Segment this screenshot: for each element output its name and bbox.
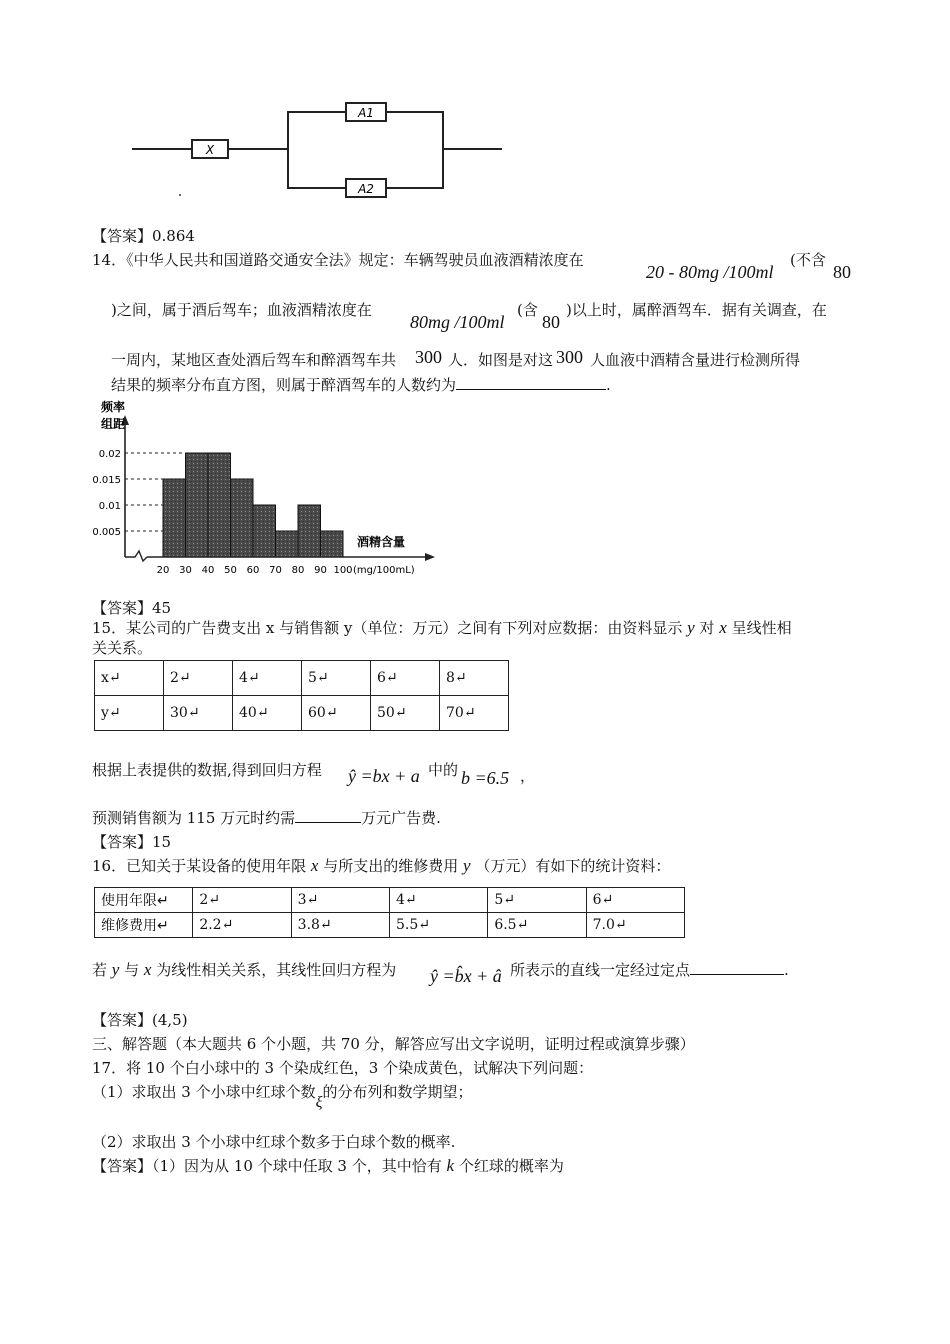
table-cell: 40↵ xyxy=(233,696,302,731)
q14-answer: 【答案】45 xyxy=(92,599,172,617)
histogram-chart xyxy=(85,395,470,585)
q15-line1 xyxy=(92,618,792,638)
q16-line1-b: 与所支出的维修费用 xyxy=(323,857,459,875)
q15-answer-blank xyxy=(295,808,361,823)
q14-num-80b: 80 xyxy=(542,312,560,332)
q14-line4 xyxy=(111,375,611,395)
q16-var-x: x xyxy=(310,856,319,875)
q14-line2b: (含 xyxy=(517,301,538,319)
table-cell: 6.5↵ xyxy=(488,913,586,938)
q16-question xyxy=(92,960,396,980)
q17-answer xyxy=(92,1156,564,1176)
q15-line1-c: 呈线性相 xyxy=(731,619,792,637)
y-label-top: 频率 xyxy=(101,400,126,414)
q15-reg-comma: ， xyxy=(520,767,536,785)
q16-answer: 【答案】(4,5) xyxy=(92,1011,188,1029)
table-cell: 50↵ xyxy=(371,696,440,731)
x-tick-label: 50 xyxy=(224,565,237,576)
section-3-title: 三、解答题（本大题共 6 个小题，共 70 分，解答应写出文字说明，证明过程或演算步骤） xyxy=(92,1035,695,1053)
table-row xyxy=(95,888,685,913)
table-cell: 5.5↵ xyxy=(389,913,487,938)
q15-predict-b: 万元广告费. xyxy=(361,809,441,827)
q16-q-x: x xyxy=(143,960,152,979)
q15-var-x: x xyxy=(719,618,727,637)
q15-predict xyxy=(92,808,441,828)
histogram-bar xyxy=(231,479,254,557)
table-cell: 维修费用↵ xyxy=(95,913,193,938)
q15-reg-mid: 中的 xyxy=(428,761,459,779)
y-tick-label: 0.01 xyxy=(98,501,121,512)
x-axis-arrow xyxy=(425,553,435,561)
x-tick-label: 30 xyxy=(179,565,192,576)
q14-answer-blank xyxy=(456,375,606,390)
q16-q-end: . xyxy=(784,961,789,979)
q15-line1-a: 15．某公司的广告费支出 x 与销售额 y（单位：万元）之间有下列对应数据：由资料显示 xyxy=(92,619,683,637)
q16-answer-blank xyxy=(690,960,784,975)
table-cell: 3.8↵ xyxy=(291,913,389,938)
q14-line4-end: . xyxy=(606,376,611,394)
q17-p1-b: 的分布列和数学期望； xyxy=(322,1083,473,1101)
table-cell: y↵ xyxy=(95,696,164,731)
table-cell: x↵ xyxy=(95,661,164,696)
q15-line2: 关关系。 xyxy=(92,639,153,657)
histogram-bar xyxy=(276,531,299,557)
q16-q-b: 与 xyxy=(124,961,140,979)
table-cell: 7.0↵ xyxy=(586,913,684,938)
q14-line1 xyxy=(92,250,584,270)
q14-line1-text: 14．《中华人民共和国道路交通安全法》规定：车辆驾驶员血液酒精浓度在 xyxy=(92,251,584,269)
q14-line2c: )以上时，属醉酒驾车．据有关调查，在 xyxy=(566,301,827,319)
q16-tail xyxy=(510,960,789,980)
q16-table xyxy=(94,887,685,938)
q16-q-a: 若 xyxy=(92,961,108,979)
x-tick-label: 70 xyxy=(269,565,282,576)
histogram-bar xyxy=(186,453,209,557)
table-cell: 30↵ xyxy=(164,696,233,731)
table-cell: 3↵ xyxy=(291,888,389,913)
q14-math-range: 20 - 80mg /100ml xyxy=(646,262,774,282)
q13-answer: 【答案】0.864 xyxy=(92,227,195,245)
axis-break xyxy=(125,551,147,561)
q17-part1 xyxy=(92,1082,473,1111)
table-cell: 2↵ xyxy=(164,661,233,696)
table-cell: 5↵ xyxy=(488,888,586,913)
circuit-diagram xyxy=(120,90,520,210)
table-row xyxy=(95,913,685,938)
table-cell: 5↵ xyxy=(302,661,371,696)
q14-num-300b: 300 xyxy=(556,347,583,367)
q17-k: k xyxy=(446,1156,455,1175)
q15-line1-b: 对 xyxy=(699,619,715,637)
q16-var-y: y xyxy=(463,856,471,875)
table-cell: 70↵ xyxy=(440,696,509,731)
table-cell: 4↵ xyxy=(389,888,487,913)
q15-reg-b: b =6.5 xyxy=(461,768,510,788)
q14-line1-tail: (不含 xyxy=(790,251,826,269)
q16-eq: ŷ =b̂x + â xyxy=(430,966,502,986)
q14-line2a: )之间，属于酒后驾车；血液酒精浓度在 xyxy=(111,301,372,319)
q17-ans-a: 【答案】（1）因为从 10 个球中任取 3 个，其中恰有 xyxy=(92,1157,442,1175)
table-cell: 4↵ xyxy=(233,661,302,696)
table-cell: 60↵ xyxy=(302,696,371,731)
x-tick-label: 90 xyxy=(314,565,327,576)
q16-q-y: y xyxy=(111,960,120,979)
table-cell: 2.2↵ xyxy=(193,913,291,938)
table-cell: 2↵ xyxy=(193,888,291,913)
q16-line1-a: 16．已知关于某设备的使用年限 xyxy=(92,857,307,875)
q14-line3a: 一周内，某地区查处酒后驾车和醉酒驾车共 xyxy=(111,351,397,369)
table-row xyxy=(95,661,509,696)
y-tick-label: 0.02 xyxy=(98,449,121,460)
q17-xi: ξ xyxy=(315,1094,323,1111)
q15-answer: 【答案】15 xyxy=(92,833,172,851)
q14-line4-text: 结果的频率分布直方图，则属于醉酒驾车的人数约为 xyxy=(111,376,457,394)
q14-math-80: 80mg /100ml xyxy=(410,312,505,332)
x-unit: (mg/100mL) xyxy=(353,565,415,576)
histogram-bar xyxy=(298,505,321,557)
y-label-bottom: 组距 xyxy=(101,417,126,431)
q16-line1-c: （万元）有如下的统计资料： xyxy=(475,857,671,875)
table-cell: 8↵ xyxy=(440,661,509,696)
q14-line3b: 人．如图是对这 xyxy=(448,351,554,369)
q17-ans-b: 个红球的概率为 xyxy=(458,1157,564,1175)
histogram-bar xyxy=(321,531,344,557)
q15-reg-a: 根据上表提供的数据,得到回归方程 xyxy=(92,761,322,779)
table-cell: 6↵ xyxy=(586,888,684,913)
x-tick-label: 60 xyxy=(246,565,260,576)
histogram-bar xyxy=(253,505,276,557)
q15-table xyxy=(94,660,509,731)
x-label: 酒精含量 xyxy=(357,535,406,549)
q17-p1-a: （1）求取出 3 个小球中红球个数 xyxy=(92,1083,316,1101)
q15-predict-a: 预测销售额为 115 万元时约需 xyxy=(92,809,296,827)
circuit-label-a2: A2 xyxy=(358,182,374,196)
circuit-label-x: X xyxy=(205,143,215,157)
y-tick-label: 0.015 xyxy=(92,475,121,486)
table-row xyxy=(95,696,509,731)
q16-q-d: 所表示的直线一定经过定点 xyxy=(510,961,691,979)
q15-var-y: y xyxy=(687,618,695,637)
table-cell: 6↵ xyxy=(371,661,440,696)
q15-reg-eq: ŷ =bx + a xyxy=(348,766,420,786)
q17-line1: 17．将 10 个白小球中的 3 个染成红色，3 个染成黄色，试解决下列问题： xyxy=(92,1059,594,1077)
y-tick-label: 0.005 xyxy=(92,527,121,538)
x-tick-label: 20 xyxy=(156,565,170,576)
x-tick-label: 100 xyxy=(333,565,353,576)
q14-num-300a: 300 xyxy=(415,347,442,367)
histogram-bar xyxy=(208,453,231,557)
circuit-label-a1: A1 xyxy=(358,106,374,120)
histogram-bar xyxy=(163,479,186,557)
q17-part2: （2）求取出 3 个小球中红球个数多于白球个数的概率. xyxy=(92,1133,456,1151)
q14-num-80a: 80 xyxy=(833,262,851,282)
table-cell: 使用年限↵ xyxy=(95,888,193,913)
q14-line3c: 人血液中酒精含量进行检测所得 xyxy=(590,351,801,369)
x-tick-label: 40 xyxy=(201,565,215,576)
q16-q-c: 为线性相关关系，其线性回归方程为 xyxy=(156,961,397,979)
q16-line1 xyxy=(92,856,670,876)
x-tick-label: 80 xyxy=(291,565,305,576)
